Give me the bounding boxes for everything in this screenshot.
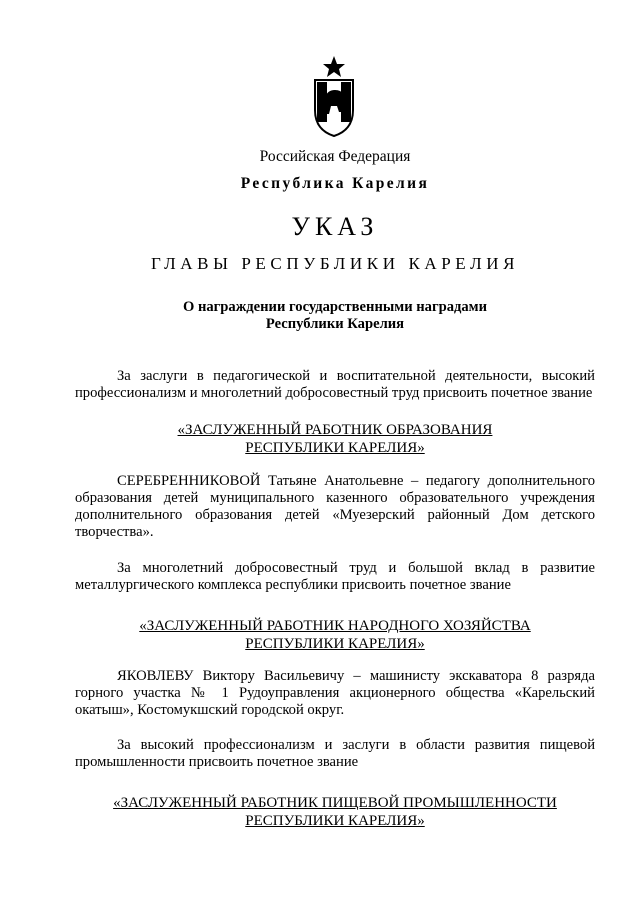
- award-title-line-2: РЕСПУБЛИКИ КАРЕЛИЯ»: [245, 813, 425, 829]
- issuer-title: ГЛАВЫ РЕСПУБЛИКИ КАРЕЛИЯ: [150, 254, 520, 273]
- section-1-awardee: СЕРЕБРЕННИКОВОЙ Татьяне Анатольевне – педагогу дополнительного образования детей муниципального казенного образовательного учреждения дополнительного образования детей «Муезерский районный Дом детского творчества».: [75, 473, 595, 540]
- decree-subject: [60, 299, 610, 333]
- subject-line-2: Республики Карелия: [265, 316, 405, 332]
- section-2-award-title: [60, 617, 610, 653]
- document-type: УКАЗ: [291, 212, 379, 241]
- section-3-award-title: [60, 794, 610, 830]
- section-1-intro: За заслуги в педагогической и воспитательной деятельности, высокий профессионализм и многолетний добросовестный труд присвоить почетное звание: [75, 368, 595, 401]
- karelia-coat-of-arms-icon: [311, 54, 357, 138]
- republic-name: Республика Карелия: [240, 175, 430, 192]
- award-title-line-2: РЕСПУБЛИКИ КАРЕЛИЯ»: [245, 440, 425, 456]
- section-1-award-title: [60, 421, 610, 457]
- section-3-intro: За высокий профессионализм и заслуги в области развития пищевой промышленности присвоить почетное звание: [75, 737, 595, 770]
- section-2-intro: За многолетний добросовестный труд и большой вклад в развитие металлургического комплекса республики присвоить почетное звание: [75, 560, 595, 593]
- subject-line-1: О награждении государственными наградами: [182, 299, 488, 315]
- award-title-line-2: РЕСПУБЛИКИ КАРЕЛИЯ»: [245, 636, 425, 652]
- award-title-line-1: «ЗАСЛУЖЕННЫЙ РАБОТНИК ОБРАЗОВАНИЯ: [177, 422, 493, 438]
- award-title-line-1: «ЗАСЛУЖЕННЫЙ РАБОТНИК ПИЩЕВОЙ ПРОМЫШЛЕННОСТИ: [113, 795, 557, 811]
- country-name: Российская Федерация: [259, 148, 411, 165]
- section-2-awardee: ЯКОВЛЕВУ Виктору Васильевичу – машинисту экскаватора 8 разряда горного участка № 1 Рудоуправления акционерного общества «Карельский окатыш», Костомукшский городской округ.: [75, 668, 595, 718]
- award-title-line-1: «ЗАСЛУЖЕННЫЙ РАБОТНИК НАРОДНОГО ХОЗЯЙСТВА: [139, 618, 531, 634]
